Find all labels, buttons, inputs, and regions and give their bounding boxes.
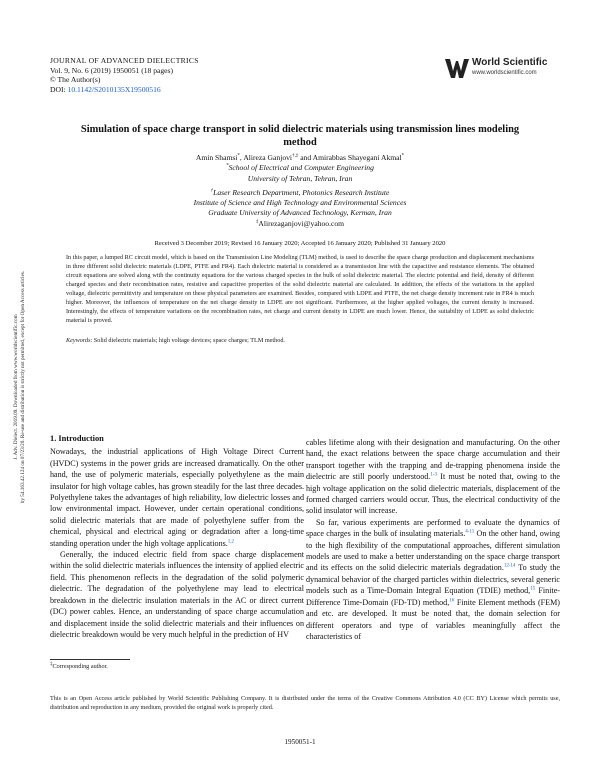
email-mark: ‡ [255,219,259,225]
publication-dates: Received 3 December 2019; Revised 16 January 2020; Accepted 16 January 2020; Published 31 January 2020 [154,240,446,247]
right-paragraph-2 [306,517,560,642]
affiliation-2-line-c: Graduate University of Advanced Technology, Kerman, Iran [208,208,392,218]
right-column [306,437,560,642]
world-scientific-logo-icon [444,56,470,80]
download-notice-line1: J. Adv. Dielect. 2019.09. Downloaded from www.worldscientific.com [13,314,19,460]
author-block [100,153,500,229]
affiliation-1-line-b: University of Tehran, Tehran, Iran [247,173,353,183]
right-paragraph-1 [306,437,560,517]
journal-copyright: © The Author(s) [50,75,101,85]
footnote [50,663,560,671]
citation-16[interactable]: 16 [449,598,455,603]
author-2-mark: †,‡ [292,153,299,159]
right-paragraph-2-text-a: So far, various experiments are performed to evaluate the dynamics of space charges in the bulk of insulating materials. [306,517,560,539]
publisher-logo [444,56,562,84]
corresponding-email [100,219,500,229]
affiliation-2-mark: † [210,188,214,194]
affiliation-1-line-a: School of Electrical and Computer Engineering [228,163,374,173]
keywords-label: Keywords [66,337,91,344]
email-address[interactable]: Alirezaganjovi@yahoo.com [258,218,345,228]
license-notice: This is an Open Access article published by World Scientific Publishing Company. It is distributed under the terms of the Creative Commons Attribution 4.0 (CC BY) License which permits use, distribution and reproduction in any medium, provided the original work is properly cited. [50,695,560,711]
doi-label: DOI: [50,84,66,94]
citation-4-11[interactable]: 4-11 [465,529,475,535]
citation-12-14[interactable]: 12-14 [503,563,516,569]
publisher-url: www.worldscientific.com [472,70,537,76]
journal-header [50,56,199,94]
affiliation-2 [100,188,500,198]
section-heading-introduction: 1. Introduction [50,434,104,443]
author-1-mark: * [237,153,240,159]
right-paragraph-2-text-e: Finite Element methods (FEM) and etc. are developed. It must be noted that, the domain selection for different operators and type of variables meaningfully affect the characteristics of [306,597,560,641]
keywords-text: : Solid dielectric materials; high voltage devices; space charges; TLM method. [90,337,285,344]
right-paragraph-2-text-b: On the other hand, owing to the high flexibility of the computational approaches, different simulation models are used to make a better understanding on the space charge transport and its effects on the solid dielectric materials degradation. [306,529,560,573]
author-3-mark: * [401,153,405,159]
journal-doi [50,85,199,95]
citation-1-3[interactable]: 1-3 [430,472,437,478]
author-list: Amin Shamsi*, Alireza Ganjovi†,‡ and Amirabbas Shayegani Akmal* [195,153,405,162]
author-2: Alireza Ganjovi [243,153,293,162]
download-notice [13,217,27,557]
right-paragraph-1-text-a: cables lifetime along with their designation and manufacturing. On the other hand, the exact relations between the space charge accumulation and their transport together with the trapping and de-trapping phenomena inside the dielectric are still poorly understood. [306,438,560,482]
footnote-text: Corresponding author. [52,663,108,670]
publisher-name: World Scientific [472,57,548,68]
footnote-divider [50,659,130,660]
abstract: In this paper, a lumped RC circuit model, which is based on the Transmission Line Modeling (TLM) method, is used to describe the space charge production and displacement mechanisms in three different solid dielectric materials (LDPE, PTFE and FR4). Each dielectric material is considered as a transmission line with the capacitive and resistance elements. The obtained circuit equations are solved along with the continuity equations for the various charged species in the bulk of solid dielectric material. The electric potential and field, density of different charged species and their recombination rates, resistive and capacitive properties of the solid dielectric material are calculated. In addition, the effects of the variations in the applied voltage, dielectric permittivity and temperature on these physical parameters are examined. Besides, compared with LDPE and PTFE, the net charge density increment rate in FR4 is much higher. Moreover, the influences of temperature on the net charge density in LDPE are not significant. Furthermore, at the higher applied voltages, the current density is increased. Interestingly, the effects of temperature variations on the recombination rates, net charge and current density in LDPE are much lower. Hence, the suitability of LDPE as solid dielectric material is proved. [66,254,534,324]
citation-15[interactable]: 15 [530,586,536,592]
left-column [50,433,304,640]
right-paragraph-2-text-d: Finite-Difference Time-Domain (FD-TD) method, [306,586,560,607]
download-notice-line2: by 54.163.42.124 on 07/23/20. Re-use and distribution is strictly not permitted, except for Open Access articles. [20,270,26,504]
affiliation-2-line-a: Laser Research Department, Photonics Research Institute [213,187,390,197]
affiliation-1-mark: * [226,163,229,169]
paper-title: Simulation of space charge transport in solid dielectric materials using transmission lines modeling method [80,124,520,148]
journal-name: JOURNAL OF ADVANCED DIELECTRICS [50,56,199,65]
doi-link[interactable]: 10.1142/S2010135X19500516 [67,84,161,94]
intro-paragraph-2: Generally, the induced electric field from space charge displacement within the solid dielectric materials influences the intensity of applied electric field. This phenomenon reflects in the degradation of the solid polymeric dielectric. The degradation of the polyethylene may lead to electrical breakdown in the dielectric insulation materials in the AC or direct current (DC) power cables. Hence, an understanding of space charge accumulation and displacement inside the solid dielectric materials and their influences on dielectric breakdown would be very much helpful in the prediction of HV [50,550,304,639]
right-paragraph-1-text-b: It must be noted that, owing to the high voltage application on the solid dielectric materials, displacement of the formed charged carriers would occur. Thus, the electrical conductivity of the solid insulator will increase. [306,472,560,516]
citation-1-2[interactable]: 1,2 [227,538,235,544]
footnote-mark: ‡ [50,661,53,667]
page-number: 1950051-1 [284,738,316,746]
intro-paragraph-1-text: Nowadays, the industrial applications of High Voltage Direct Current (HVDC) systems in the power grids are increased dramatically. On the other hand, the use of polymeric materials, especially polyethylene as the main insulator for high voltage cables, has grown steadily for the last three decades. Polyethylene takes the advantages of high reliability, low dielectric losses and low environmental impact. However, under certain operational conditions, solid dielectric materials that are made of polyethylene suffer from the chemical, physical and electrical aging or degradation after a long-time standing operation under the high voltage applications. [50,447,304,548]
right-paragraph-2-text-c: To study the dynamical behavior of the charged particles within dielectrics, several generic models such as a Time-Domain Integral Equation (TDIE) method, [306,563,560,596]
intro-paragraph-1 [50,446,304,549]
author-3: and Amirabbas Shayegani Akmal [300,153,402,162]
keywords [66,337,534,344]
author-1: Amin Shamsi [195,153,238,162]
affiliation-1 [100,163,500,173]
affiliation-2-line-b: Institute of Science and High Technology and Environmental Sciences [193,198,407,208]
journal-volume: Vol. 9, No. 6 (2019) 1950051 (18 pages) [50,65,174,75]
